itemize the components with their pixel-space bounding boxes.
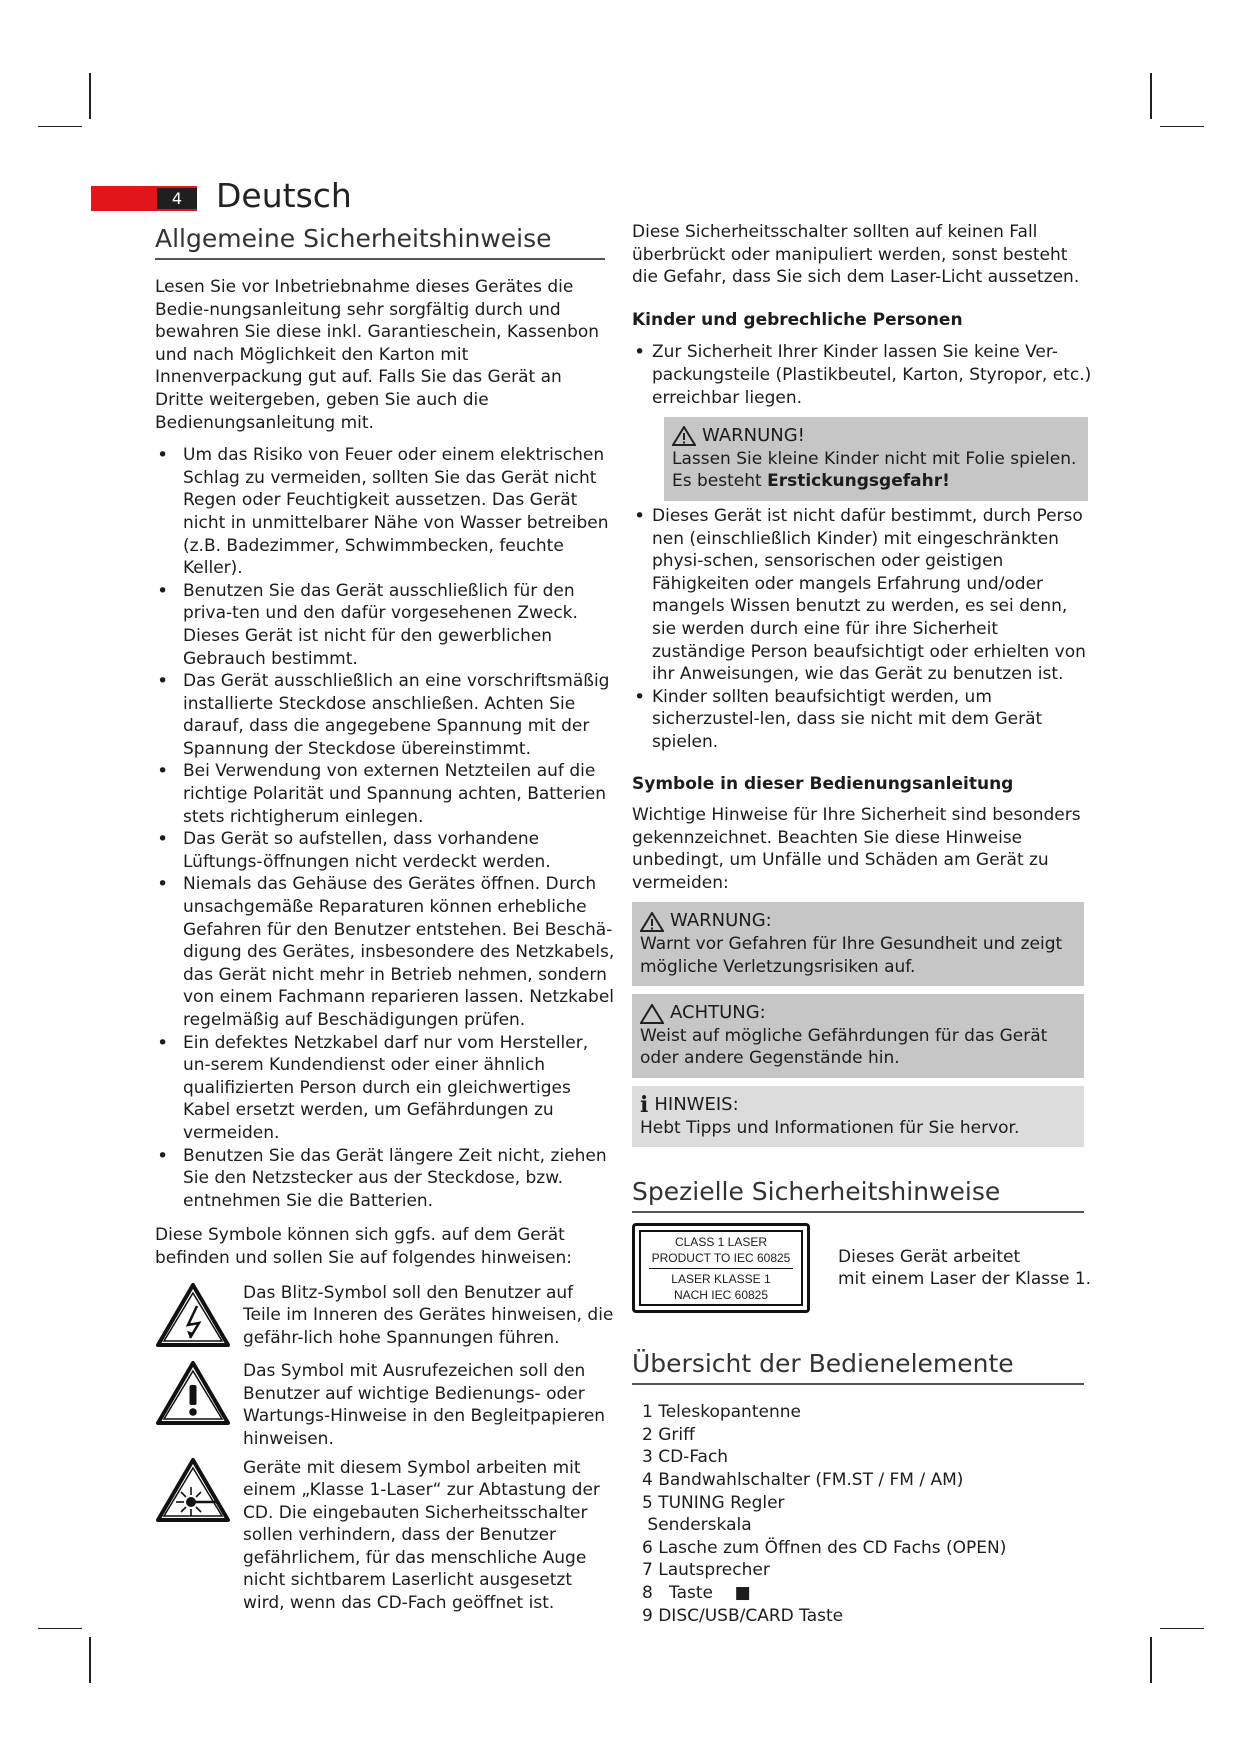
symbol-row-exclamation xyxy=(155,1360,615,1450)
legend-warning-text: Warnt vor Gefahren für Ihre Gesundheit und zeigt mögliche Verletzungsrisiken auf. xyxy=(640,934,1063,977)
laser-label-line: LASER KLASSE 1 xyxy=(671,1272,771,1287)
laser-label-divider xyxy=(649,1268,793,1269)
warning-line-2 xyxy=(672,470,1080,493)
legend-caution-text: Weist auf mögliche Gefährdungen für das Gerät oder andere Gegenstände hin. xyxy=(640,1025,1048,1069)
list-item: 6 Lasche zum Öffnen des CD Fachs (OPEN) xyxy=(642,1537,1007,1558)
warning-line-2-text: Es besteht xyxy=(672,471,768,492)
warning-label: WARNUNG! xyxy=(702,425,805,447)
exclamation-warning-icon xyxy=(155,1360,243,1450)
symbol-row-lightning xyxy=(155,1282,615,1355)
list-item: 5 TUNING Regler xyxy=(642,1492,785,1513)
laser-class-row xyxy=(632,1223,1092,1313)
legend-box-warning xyxy=(632,902,1084,986)
symbols-manual-intro: Wichtige Hinweise für Ihre Sicherheit sind besonders gekennzeichnet. Beachten Sie diese Hinweise unbedingt, um Unfälle und Schäden am Gerät zu vermeiden: xyxy=(632,805,1081,893)
legend-hint-text: Hebt Tipps und Informationen für Sie hervor. xyxy=(640,1117,1020,1138)
crop-mark xyxy=(1160,126,1204,127)
info-icon: i xyxy=(640,1092,649,1119)
list-item: • Das Gerät so aufstellen, dass vorhandene Lüftungs-öffnungen nicht verdeckt werden. xyxy=(155,828,615,873)
laser-description-line: mit einem Laser der Klasse 1. xyxy=(838,1269,1092,1290)
left-column xyxy=(155,222,615,1615)
symbol-row-laser xyxy=(155,1457,615,1615)
laser-description xyxy=(838,1246,1091,1291)
list-item: • Um das Risiko von Feuer oder einem elektrischen Schlag zu vermeiden, sollten Sie das Gerät nicht Regen oder Feuchtigkeit aussetzen. Das Gerät nicht in unmittelbarer Nähe von Wasser betreiben (z.B. Badezimmer, Schwimmbecken, feuchte Keller). xyxy=(155,444,615,580)
language-title: Deutsch xyxy=(216,176,352,215)
page-number: 4 xyxy=(157,188,197,209)
laser-description-line: Dieses Gerät arbeitet xyxy=(838,1246,1021,1267)
list-item: • Benutzen Sie das Gerät längere Zeit nicht, ziehen Sie den Netzstecker aus der Steckdose, bzw. entnehmen Sie die Batterien. xyxy=(155,1145,615,1213)
list-item: • Benutzen Sie das Gerät ausschließlich für den priva-ten und den dafür vorgesehenen Zweck. Dieses Gerät ist nicht für den gewerblichen Gebrauch bestimmt. xyxy=(155,580,615,670)
laser-warning-icon xyxy=(155,1457,243,1615)
legend-box-hint xyxy=(632,1086,1084,1147)
crop-mark xyxy=(38,126,82,127)
legend-box-caution xyxy=(632,994,1084,1078)
safety-switch-paragraph: Diese Sicherheitsschalter sollten auf keinen Fall überbrückt oder manipuliert werden, sonst besteht die Gefahr, dass Sie sich dem Laser-Licht aussetzen. xyxy=(632,222,1080,288)
subheading-symbols: Symbole in dieser Bedienungsanleitung xyxy=(632,774,1014,795)
warning-triangle-icon xyxy=(672,426,696,446)
warning-box-suffocation xyxy=(664,417,1088,501)
warning-line-1: Lassen Sie kleine Kinder nicht mit Folie spielen. xyxy=(672,448,1077,469)
caution-triangle-icon xyxy=(640,1004,664,1024)
warning-triangle-icon xyxy=(640,912,664,932)
symbol-description: Geräte mit diesem Symbol arbeiten mit einem „Klasse 1-Laser“ zur Abtastung der CD. Die eingebauten Sicherheitsschalter sollen verhindern, dass der Benutzer gefährlichem, für das menschliche Auge nicht sichtbarem Laserlicht ausgesetzt wird, wenn das CD-Fach geöffnet ist. xyxy=(243,1457,600,1614)
list-item: 2 Griff xyxy=(642,1424,695,1445)
intro-paragraph: Lesen Sie vor Inbetriebnahme dieses Gerätes die Bedie-nungsanleitung sehr sorgfältig durch und bewahren Sie diese inkl. Garantieschein, Kassenbon und nach Möglichkeit den Karton mit Innenverpackung gut auf. Falls Sie das Gerät an Dritte weitergeben, geben Sie auch die Bedienungsanleitung mit. xyxy=(155,277,600,433)
right-column xyxy=(632,221,1092,1627)
list-item: • Kinder sollten beaufsichtigt werden, um sicherzustel-len, dass sie nicht mit dem Gerät spielen. xyxy=(632,686,1092,754)
crop-mark xyxy=(38,1628,82,1629)
list-item: Senderskala xyxy=(642,1515,752,1536)
legend-caution-label: ACHTUNG: xyxy=(670,1002,766,1024)
section-title-special-safety: Spezielle Sicherheitshinweise xyxy=(632,1175,1084,1213)
list-item: • Zur Sicherheit Ihrer Kinder lassen Sie keine Ver-packungsteile (Plastikbeutel, Karton, Styropor, etc.) erreichbar liegen. xyxy=(632,341,1092,409)
list-item: • Niemals das Gehäuse des Gerätes öffnen. Durch unsachgemäße Reparaturen können erhebliche Gefahren für den Benutzer entstehen. Bei Beschä-digung des Gerätes, insbesondere des Netzkabels, das Gerät nicht mehr in Betrieb nehmen, sondern von einem Fachmann reparieren lassen. Netzkabel regelmäßig auf Beschädigungen prüfen. xyxy=(155,873,615,1031)
list-item: 3 CD-Fach xyxy=(642,1447,729,1468)
warning-line-2-emphasis: Erstickungsgefahr! xyxy=(767,471,950,492)
laser-label-line: NACH IEC 60825 xyxy=(673,1288,769,1303)
section-title-controls: Übersicht der Bedienelemente xyxy=(632,1347,1084,1385)
list-item: • Das Gerät ausschließlich an eine vorschriftsmäßig installierte Steckdose anschließen. Achten Sie darauf, dass die angegebene Spannung mit der Spannung der Steckdose übereinstimmt. xyxy=(155,670,615,760)
crop-mark xyxy=(89,1637,91,1683)
laser-label-line: CLASS 1 LASER xyxy=(674,1235,768,1250)
crop-mark xyxy=(1150,73,1152,119)
list-item: 1 Teleskopantenne xyxy=(642,1402,801,1423)
section-title-general-safety: Allgemeine Sicherheitshinweise xyxy=(155,222,605,260)
symbol-description: Das Symbol mit Ausrufezeichen soll den Benutzer auf wichtige Bedienungs- oder Wartungs-Hinweise in den Begleitpapieren hinweisen. xyxy=(243,1361,606,1449)
children-bullet-list-2 xyxy=(632,505,1092,754)
legend-hint-label: HINWEIS: xyxy=(654,1094,739,1115)
symbols-intro: Diese Symbole können sich ggfs. auf dem Gerät befinden und sollen Sie auf folgendes hinweisen: xyxy=(155,1225,573,1268)
laser-label-line: PRODUCT TO IEC 60825 xyxy=(651,1251,791,1266)
list-item: 9 DISC/USB/CARD Taste xyxy=(642,1605,844,1626)
list-item: 4 Bandwahlschalter (FM.ST / FM / AM) xyxy=(642,1469,964,1490)
crop-mark xyxy=(1150,1637,1152,1683)
list-item: 7 Lautsprecher xyxy=(642,1560,770,1581)
controls-list xyxy=(632,1401,1092,1627)
subheading-children: Kinder und gebrechliche Personen xyxy=(632,309,963,330)
children-bullet-list xyxy=(632,341,1092,409)
list-item: • Bei Verwendung von externen Netzteilen auf die richtige Polarität und Spannung achten, Batterien stets richtigherum einlegen. xyxy=(155,760,615,828)
lightning-warning-icon xyxy=(155,1282,243,1355)
list-item: 8 Taste ■ xyxy=(642,1582,751,1603)
laser-class-label xyxy=(632,1223,810,1313)
legend-warning-label: WARNUNG: xyxy=(670,910,772,932)
crop-mark xyxy=(1160,1628,1204,1629)
crop-mark xyxy=(89,73,91,119)
symbol-description: Das Blitz-Symbol soll den Benutzer auf Teile im Inneren des Gerätes hinweisen, die gefähr-lich hohe Spannungen führen. xyxy=(243,1282,614,1348)
list-item: • Dieses Gerät ist nicht dafür bestimmt, durch Perso nen (einschließlich Kinder) mit eingeschränkten physi-schen, sensorischen oder geistigen Fähigkeiten oder mangels Erfahrung und/oder mangels Wissen benutzt zu werden, es sei denn, sie werden durch eine für ihre Sicherheit zuständige Person beaufsichtigt oder erhielten von ihr Anweisungen, wie das Gerät zu benutzen ist. xyxy=(632,505,1092,686)
safety-bullet-list xyxy=(155,444,615,1212)
list-item: • Ein defektes Netzkabel darf nur vom Hersteller, un-serem Kundendienst oder einer ähnlich qualifizierten Person durch ein gleichwertiges Kabel ersetzt werden, um Gefährdungen zu vermeiden. xyxy=(155,1032,615,1145)
